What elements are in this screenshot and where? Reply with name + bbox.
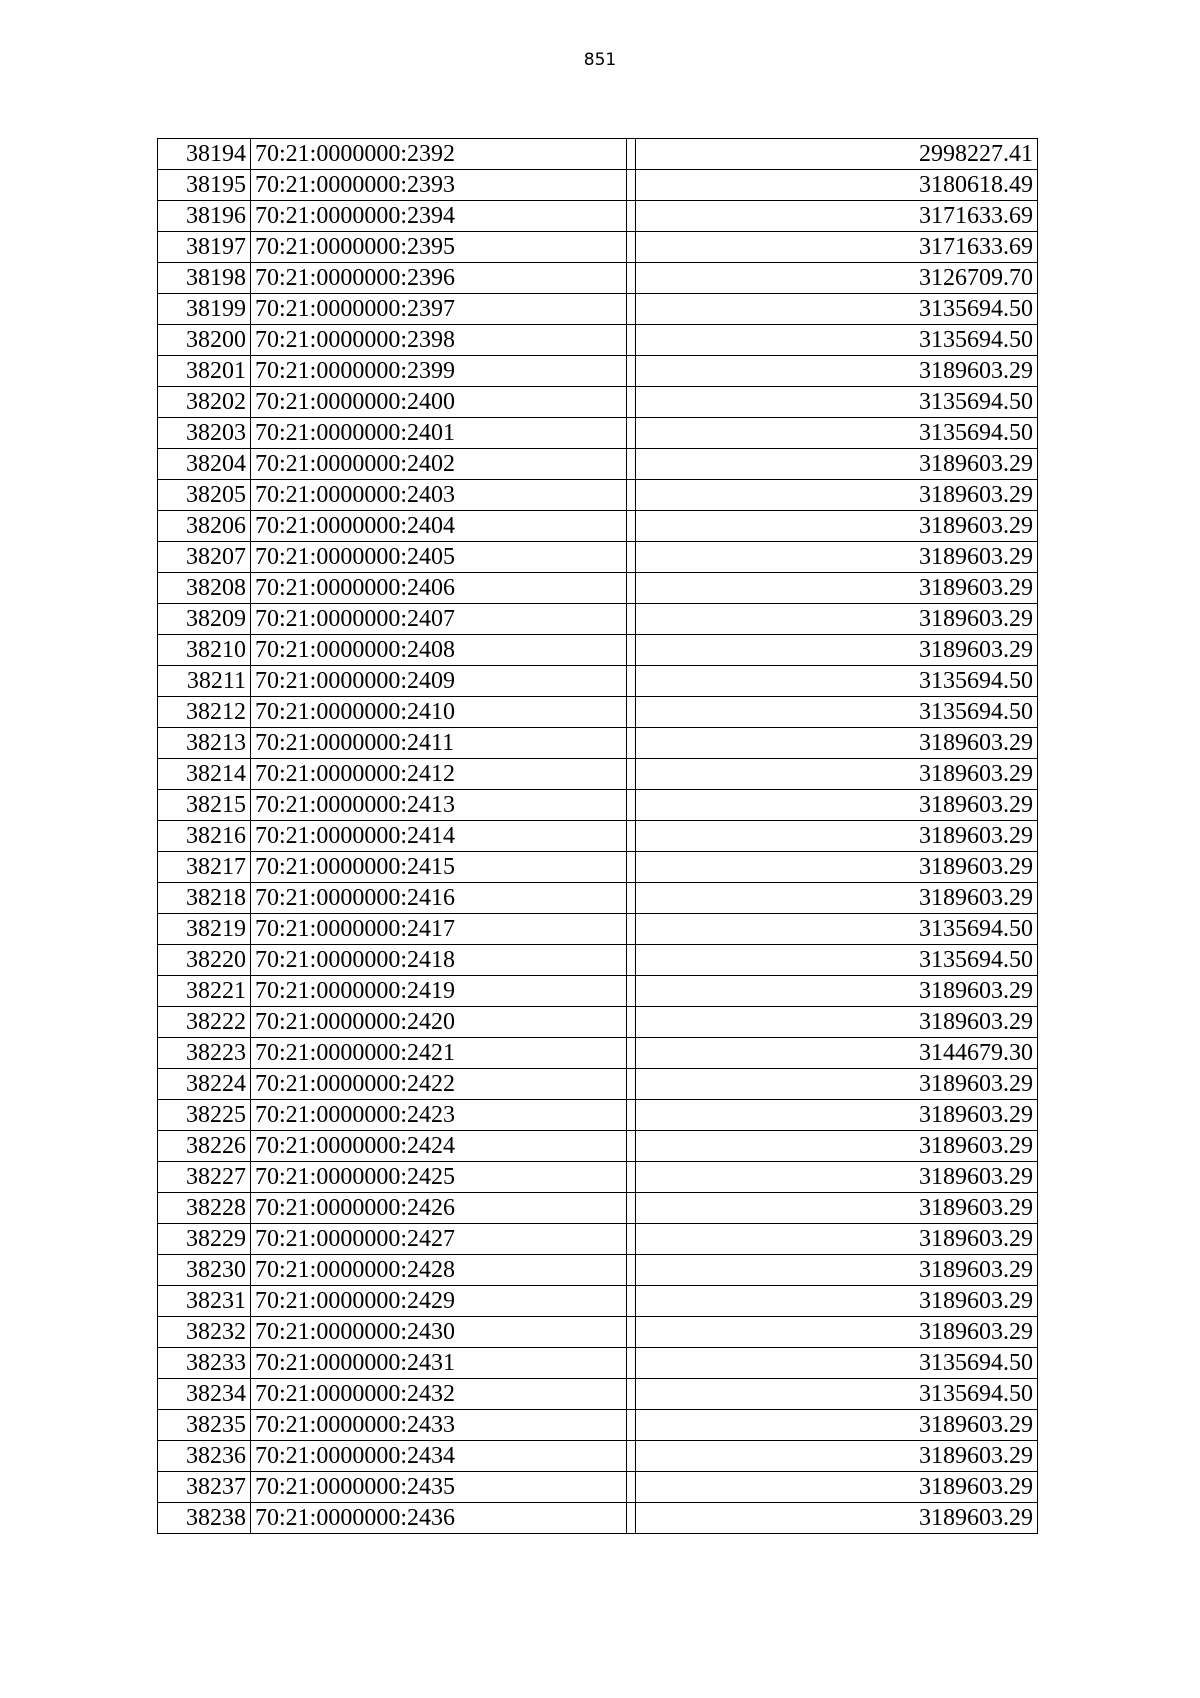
row-number-cell: 38223 bbox=[158, 1038, 251, 1069]
row-number-cell: 38211 bbox=[158, 666, 251, 697]
table-row bbox=[158, 449, 1038, 480]
cadastral-number-cell: 70:21:0000000:2401 bbox=[251, 418, 627, 449]
empty-cell bbox=[627, 790, 636, 821]
table-row bbox=[158, 790, 1038, 821]
row-number-cell: 38217 bbox=[158, 852, 251, 883]
cadastral-number-cell: 70:21:0000000:2423 bbox=[251, 1100, 627, 1131]
table-row bbox=[158, 170, 1038, 201]
empty-cell bbox=[627, 1441, 636, 1472]
empty-cell bbox=[627, 1038, 636, 1069]
cadastral-number-cell: 70:21:0000000:2407 bbox=[251, 604, 627, 635]
row-number-cell: 38196 bbox=[158, 201, 251, 232]
cadastral-value-cell: 3135694.50 bbox=[636, 1348, 1038, 1379]
table-row bbox=[158, 1162, 1038, 1193]
table-row bbox=[158, 232, 1038, 263]
row-number-cell: 38212 bbox=[158, 697, 251, 728]
cadastral-number-cell: 70:21:0000000:2432 bbox=[251, 1379, 627, 1410]
cadastral-value-cell: 3189603.29 bbox=[636, 1503, 1038, 1534]
cadastral-number-cell: 70:21:0000000:2420 bbox=[251, 1007, 627, 1038]
cadastral-value-cell: 3189603.29 bbox=[636, 1193, 1038, 1224]
cadastral-value-cell: 3189603.29 bbox=[636, 1410, 1038, 1441]
row-number-cell: 38231 bbox=[158, 1286, 251, 1317]
empty-cell bbox=[627, 697, 636, 728]
table-row bbox=[158, 945, 1038, 976]
empty-cell bbox=[627, 573, 636, 604]
table-row bbox=[158, 263, 1038, 294]
row-number-cell: 38221 bbox=[158, 976, 251, 1007]
empty-cell bbox=[627, 449, 636, 480]
row-number-cell: 38218 bbox=[158, 883, 251, 914]
table-row bbox=[158, 418, 1038, 449]
cadastral-value-cell: 3189603.29 bbox=[636, 573, 1038, 604]
table-row bbox=[158, 1286, 1038, 1317]
page-number: 851 bbox=[583, 50, 617, 70]
cadastral-number-cell: 70:21:0000000:2430 bbox=[251, 1317, 627, 1348]
cadastral-number-cell: 70:21:0000000:2397 bbox=[251, 294, 627, 325]
table-row bbox=[158, 759, 1038, 790]
table-row bbox=[158, 728, 1038, 759]
row-number-cell: 38195 bbox=[158, 170, 251, 201]
row-number-cell: 38213 bbox=[158, 728, 251, 759]
table-row bbox=[158, 387, 1038, 418]
cadastral-value-cell: 3189603.29 bbox=[636, 1162, 1038, 1193]
table-row bbox=[158, 666, 1038, 697]
cadastral-value-cell: 3189603.29 bbox=[636, 1441, 1038, 1472]
cadastral-value-cell: 3189603.29 bbox=[636, 1286, 1038, 1317]
empty-cell bbox=[627, 294, 636, 325]
table-row bbox=[158, 1441, 1038, 1472]
row-number-cell: 38215 bbox=[158, 790, 251, 821]
cadastral-number-cell: 70:21:0000000:2394 bbox=[251, 201, 627, 232]
cadastral-value-cell: 3171633.69 bbox=[636, 201, 1038, 232]
cadastral-number-cell: 70:21:0000000:2408 bbox=[251, 635, 627, 666]
table-row bbox=[158, 573, 1038, 604]
row-number-cell: 38206 bbox=[158, 511, 251, 542]
row-number-cell: 38199 bbox=[158, 294, 251, 325]
cadastral-number-cell: 70:21:0000000:2421 bbox=[251, 1038, 627, 1069]
row-number-cell: 38238 bbox=[158, 1503, 251, 1534]
row-number-cell: 38222 bbox=[158, 1007, 251, 1038]
cadastral-value-cell: 3189603.29 bbox=[636, 449, 1038, 480]
row-number-cell: 38216 bbox=[158, 821, 251, 852]
table-row bbox=[158, 511, 1038, 542]
cadastral-value-cell: 3189603.29 bbox=[636, 635, 1038, 666]
cadastral-value-cell: 3189603.29 bbox=[636, 604, 1038, 635]
table-row bbox=[158, 1379, 1038, 1410]
cadastral-number-cell: 70:21:0000000:2403 bbox=[251, 480, 627, 511]
table-row bbox=[158, 914, 1038, 945]
cadastral-value-cell: 3135694.50 bbox=[636, 294, 1038, 325]
row-number-cell: 38219 bbox=[158, 914, 251, 945]
empty-cell bbox=[627, 418, 636, 449]
cadastral-value-cell: 3189603.29 bbox=[636, 480, 1038, 511]
cadastral-value-cell: 3189603.29 bbox=[636, 883, 1038, 914]
table-row bbox=[158, 201, 1038, 232]
table-row bbox=[158, 976, 1038, 1007]
cadastral-value-cell: 3135694.50 bbox=[636, 914, 1038, 945]
empty-cell bbox=[627, 1348, 636, 1379]
cadastral-value-cell: 3189603.29 bbox=[636, 976, 1038, 1007]
row-number-cell: 38201 bbox=[158, 356, 251, 387]
table-row bbox=[158, 1131, 1038, 1162]
cadastral-number-cell: 70:21:0000000:2427 bbox=[251, 1224, 627, 1255]
empty-cell bbox=[627, 263, 636, 294]
row-number-cell: 38209 bbox=[158, 604, 251, 635]
cadastral-number-cell: 70:21:0000000:2435 bbox=[251, 1472, 627, 1503]
table-row bbox=[158, 883, 1038, 914]
empty-cell bbox=[627, 1286, 636, 1317]
empty-cell bbox=[627, 852, 636, 883]
table-row bbox=[158, 1069, 1038, 1100]
row-number-cell: 38228 bbox=[158, 1193, 251, 1224]
cadastral-number-cell: 70:21:0000000:2412 bbox=[251, 759, 627, 790]
cadastral-value-cell: 3171633.69 bbox=[636, 232, 1038, 263]
cadastral-number-cell: 70:21:0000000:2399 bbox=[251, 356, 627, 387]
cadastral-number-cell: 70:21:0000000:2428 bbox=[251, 1255, 627, 1286]
empty-cell bbox=[627, 387, 636, 418]
row-number-cell: 38220 bbox=[158, 945, 251, 976]
cadastral-number-cell: 70:21:0000000:2411 bbox=[251, 728, 627, 759]
cadastral-value-cell: 3189603.29 bbox=[636, 1007, 1038, 1038]
table-row bbox=[158, 1100, 1038, 1131]
cadastral-number-cell: 70:21:0000000:2395 bbox=[251, 232, 627, 263]
cadastral-value-cell: 3189603.29 bbox=[636, 542, 1038, 573]
cadastral-number-cell: 70:21:0000000:2413 bbox=[251, 790, 627, 821]
table-row bbox=[158, 1348, 1038, 1379]
cadastral-value-cell: 3189603.29 bbox=[636, 728, 1038, 759]
table-row bbox=[158, 1224, 1038, 1255]
cadastral-number-cell: 70:21:0000000:2398 bbox=[251, 325, 627, 356]
empty-cell bbox=[627, 1317, 636, 1348]
table-row bbox=[158, 635, 1038, 666]
empty-cell bbox=[627, 945, 636, 976]
cadastral-value-cell: 3189603.29 bbox=[636, 1255, 1038, 1286]
empty-cell bbox=[627, 325, 636, 356]
empty-cell bbox=[627, 1503, 636, 1534]
empty-cell bbox=[627, 1131, 636, 1162]
empty-cell bbox=[627, 232, 636, 263]
row-number-cell: 38198 bbox=[158, 263, 251, 294]
cadastral-number-cell: 70:21:0000000:2396 bbox=[251, 263, 627, 294]
cadastral-value-cell: 3126709.70 bbox=[636, 263, 1038, 294]
cadastral-number-cell: 70:21:0000000:2392 bbox=[251, 139, 627, 170]
cadastral-number-cell: 70:21:0000000:2418 bbox=[251, 945, 627, 976]
empty-cell bbox=[627, 914, 636, 945]
row-number-cell: 38227 bbox=[158, 1162, 251, 1193]
cadastral-number-cell: 70:21:0000000:2404 bbox=[251, 511, 627, 542]
table-row bbox=[158, 139, 1038, 170]
empty-cell bbox=[627, 635, 636, 666]
cadastral-value-cell: 3189603.29 bbox=[636, 821, 1038, 852]
cadastral-number-cell: 70:21:0000000:2415 bbox=[251, 852, 627, 883]
empty-cell bbox=[627, 201, 636, 232]
cadastral-value-cell: 3189603.29 bbox=[636, 759, 1038, 790]
table-row bbox=[158, 697, 1038, 728]
row-number-cell: 38235 bbox=[158, 1410, 251, 1441]
cadastral-number-cell: 70:21:0000000:2422 bbox=[251, 1069, 627, 1100]
row-number-cell: 38236 bbox=[158, 1441, 251, 1472]
row-number-cell: 38200 bbox=[158, 325, 251, 356]
empty-cell bbox=[627, 170, 636, 201]
cadastral-value-cell: 3135694.50 bbox=[636, 387, 1038, 418]
empty-cell bbox=[627, 1224, 636, 1255]
cadastral-value-cell: 3189603.29 bbox=[636, 511, 1038, 542]
cadastral-value-cell: 3135694.50 bbox=[636, 418, 1038, 449]
table-row bbox=[158, 1317, 1038, 1348]
row-number-cell: 38205 bbox=[158, 480, 251, 511]
cadastral-value-cell: 3135694.50 bbox=[636, 325, 1038, 356]
cadastral-value-cell: 3189603.29 bbox=[636, 1317, 1038, 1348]
cadastral-number-cell: 70:21:0000000:2434 bbox=[251, 1441, 627, 1472]
cadastral-value-cell: 2998227.41 bbox=[636, 139, 1038, 170]
cadastral-value-cell: 3189603.29 bbox=[636, 1069, 1038, 1100]
empty-cell bbox=[627, 1069, 636, 1100]
empty-cell bbox=[627, 821, 636, 852]
cadastral-number-cell: 70:21:0000000:2402 bbox=[251, 449, 627, 480]
cadastral-number-cell: 70:21:0000000:2393 bbox=[251, 170, 627, 201]
cadastral-value-cell: 3180618.49 bbox=[636, 170, 1038, 201]
row-number-cell: 38224 bbox=[158, 1069, 251, 1100]
cadastral-value-cell: 3144679.30 bbox=[636, 1038, 1038, 1069]
row-number-cell: 38210 bbox=[158, 635, 251, 666]
table-row bbox=[158, 325, 1038, 356]
cadastral-number-cell: 70:21:0000000:2400 bbox=[251, 387, 627, 418]
row-number-cell: 38214 bbox=[158, 759, 251, 790]
table-row bbox=[158, 294, 1038, 325]
cadastral-value-cell: 3189603.29 bbox=[636, 852, 1038, 883]
table-row bbox=[158, 604, 1038, 635]
empty-cell bbox=[627, 666, 636, 697]
empty-cell bbox=[627, 1379, 636, 1410]
row-number-cell: 38233 bbox=[158, 1348, 251, 1379]
empty-cell bbox=[627, 480, 636, 511]
row-number-cell: 38232 bbox=[158, 1317, 251, 1348]
row-number-cell: 38203 bbox=[158, 418, 251, 449]
cadastral-value-cell: 3189603.29 bbox=[636, 1131, 1038, 1162]
cadastral-number-cell: 70:21:0000000:2424 bbox=[251, 1131, 627, 1162]
empty-cell bbox=[627, 759, 636, 790]
cadastral-number-cell: 70:21:0000000:2405 bbox=[251, 542, 627, 573]
table-row bbox=[158, 1410, 1038, 1441]
cadastral-value-cell: 3189603.29 bbox=[636, 1224, 1038, 1255]
cadastral-value-cell: 3189603.29 bbox=[636, 1100, 1038, 1131]
row-number-cell: 38202 bbox=[158, 387, 251, 418]
cadastral-number-cell: 70:21:0000000:2416 bbox=[251, 883, 627, 914]
empty-cell bbox=[627, 1255, 636, 1286]
cadastral-value-cell: 3135694.50 bbox=[636, 697, 1038, 728]
row-number-cell: 38226 bbox=[158, 1131, 251, 1162]
empty-cell bbox=[627, 1162, 636, 1193]
row-number-cell: 38234 bbox=[158, 1379, 251, 1410]
cadastral-value-cell: 3189603.29 bbox=[636, 356, 1038, 387]
row-number-cell: 38237 bbox=[158, 1472, 251, 1503]
cadastral-number-cell: 70:21:0000000:2409 bbox=[251, 666, 627, 697]
table-row bbox=[158, 1255, 1038, 1286]
row-number-cell: 38204 bbox=[158, 449, 251, 480]
row-number-cell: 38207 bbox=[158, 542, 251, 573]
cadastral-number-cell: 70:21:0000000:2436 bbox=[251, 1503, 627, 1534]
empty-cell bbox=[627, 511, 636, 542]
table-row bbox=[158, 1038, 1038, 1069]
row-number-cell: 38225 bbox=[158, 1100, 251, 1131]
cadastral-number-cell: 70:21:0000000:2426 bbox=[251, 1193, 627, 1224]
empty-cell bbox=[627, 1007, 636, 1038]
cadastral-value-cell: 3189603.29 bbox=[636, 790, 1038, 821]
cadastral-value-cell: 3135694.50 bbox=[636, 945, 1038, 976]
empty-cell bbox=[627, 976, 636, 1007]
table-row bbox=[158, 1503, 1038, 1534]
empty-cell bbox=[627, 356, 636, 387]
row-number-cell: 38230 bbox=[158, 1255, 251, 1286]
row-number-cell: 38229 bbox=[158, 1224, 251, 1255]
table-body bbox=[158, 139, 1038, 1534]
empty-cell bbox=[627, 542, 636, 573]
table-row bbox=[158, 1193, 1038, 1224]
row-number-cell: 38194 bbox=[158, 139, 251, 170]
cadastral-number-cell: 70:21:0000000:2417 bbox=[251, 914, 627, 945]
table-row bbox=[158, 542, 1038, 573]
empty-cell bbox=[627, 1100, 636, 1131]
cadastral-number-cell: 70:21:0000000:2410 bbox=[251, 697, 627, 728]
cadastral-number-cell: 70:21:0000000:2406 bbox=[251, 573, 627, 604]
empty-cell bbox=[627, 1193, 636, 1224]
table-row bbox=[158, 480, 1038, 511]
cadastral-number-cell: 70:21:0000000:2433 bbox=[251, 1410, 627, 1441]
row-number-cell: 38208 bbox=[158, 573, 251, 604]
table-row bbox=[158, 852, 1038, 883]
row-number-cell: 38197 bbox=[158, 232, 251, 263]
cadastral-number-cell: 70:21:0000000:2425 bbox=[251, 1162, 627, 1193]
empty-cell bbox=[627, 728, 636, 759]
table-row bbox=[158, 1007, 1038, 1038]
empty-cell bbox=[627, 883, 636, 914]
table-row bbox=[158, 356, 1038, 387]
table-row bbox=[158, 821, 1038, 852]
cadastral-number-cell: 70:21:0000000:2419 bbox=[251, 976, 627, 1007]
empty-cell bbox=[627, 139, 636, 170]
empty-cell bbox=[627, 1410, 636, 1441]
empty-cell bbox=[627, 1472, 636, 1503]
cadastral-number-cell: 70:21:0000000:2414 bbox=[251, 821, 627, 852]
cadastral-value-cell: 3189603.29 bbox=[636, 1472, 1038, 1503]
cadastral-value-table bbox=[157, 138, 1038, 1534]
cadastral-value-cell: 3135694.50 bbox=[636, 666, 1038, 697]
cadastral-number-cell: 70:21:0000000:2429 bbox=[251, 1286, 627, 1317]
cadastral-number-cell: 70:21:0000000:2431 bbox=[251, 1348, 627, 1379]
empty-cell bbox=[627, 604, 636, 635]
table-row bbox=[158, 1472, 1038, 1503]
cadastral-value-cell: 3135694.50 bbox=[636, 1379, 1038, 1410]
